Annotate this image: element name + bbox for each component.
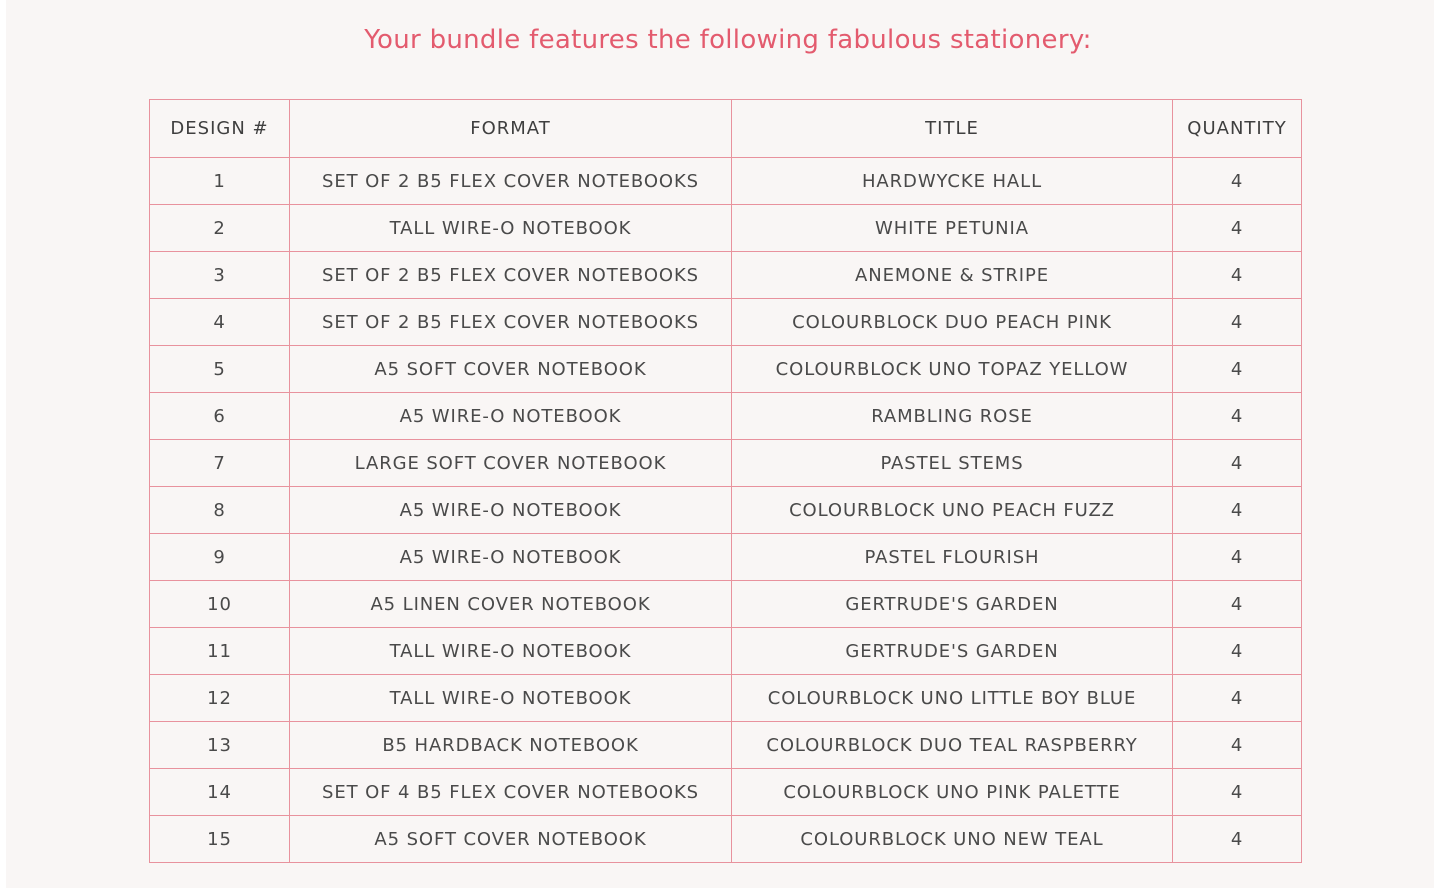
table-row: [150, 816, 1302, 863]
table-row: [150, 534, 1302, 581]
cell-quantity: 4: [1173, 816, 1302, 863]
cell-title: COLOURBLOCK UNO PEACH FUZZ: [732, 487, 1173, 534]
cell-design-number: 3: [150, 252, 290, 299]
header-format: FORMAT: [290, 100, 732, 158]
table-row: [150, 487, 1302, 534]
cell-format: SET OF 2 B5 FLEX COVER NOTEBOOKS: [290, 158, 732, 205]
cell-format: A5 SOFT COVER NOTEBOOK: [290, 816, 732, 863]
cell-design-number: 4: [150, 299, 290, 346]
cell-quantity: 4: [1173, 299, 1302, 346]
table-row: [150, 346, 1302, 393]
cell-quantity: 4: [1173, 628, 1302, 675]
cell-design-number: 13: [150, 722, 290, 769]
header-design-number: DESIGN #: [150, 100, 290, 158]
cell-design-number: 12: [150, 675, 290, 722]
cell-format: SET OF 2 B5 FLEX COVER NOTEBOOKS: [290, 299, 732, 346]
cell-quantity: 4: [1173, 722, 1302, 769]
table-row: [150, 675, 1302, 722]
cell-design-number: 6: [150, 393, 290, 440]
cell-format: A5 LINEN COVER NOTEBOOK: [290, 581, 732, 628]
cell-design-number: 8: [150, 487, 290, 534]
cell-quantity: 4: [1173, 205, 1302, 252]
cell-design-number: 10: [150, 581, 290, 628]
cell-format: SET OF 2 B5 FLEX COVER NOTEBOOKS: [290, 252, 732, 299]
table-row: [150, 299, 1302, 346]
cell-design-number: 2: [150, 205, 290, 252]
table-body: [150, 158, 1302, 863]
cell-design-number: 5: [150, 346, 290, 393]
cell-title: PASTEL FLOURISH: [732, 534, 1173, 581]
cell-format: B5 HARDBACK NOTEBOOK: [290, 722, 732, 769]
cell-title: COLOURBLOCK UNO LITTLE BOY BLUE: [732, 675, 1173, 722]
cell-format: TALL WIRE-O NOTEBOOK: [290, 628, 732, 675]
cell-design-number: 1: [150, 158, 290, 205]
cell-title: HARDWYCKE HALL: [732, 158, 1173, 205]
cell-quantity: 4: [1173, 393, 1302, 440]
cell-title: COLOURBLOCK UNO TOPAZ YELLOW: [732, 346, 1173, 393]
table-header-row: [150, 100, 1302, 158]
table-row: [150, 158, 1302, 205]
cell-title: PASTEL STEMS: [732, 440, 1173, 487]
cell-title: GERTRUDE'S GARDEN: [732, 628, 1173, 675]
table-row: [150, 205, 1302, 252]
cell-format: SET OF 4 B5 FLEX COVER NOTEBOOKS: [290, 769, 732, 816]
cell-quantity: 4: [1173, 769, 1302, 816]
table-row: [150, 769, 1302, 816]
cell-format: A5 WIRE-O NOTEBOOK: [290, 534, 732, 581]
header-quantity: QUANTITY: [1173, 100, 1302, 158]
cell-format: TALL WIRE-O NOTEBOOK: [290, 675, 732, 722]
cell-title: ANEMONE & STRIPE: [732, 252, 1173, 299]
cell-format: A5 SOFT COVER NOTEBOOK: [290, 346, 732, 393]
table-row: [150, 722, 1302, 769]
cell-quantity: 4: [1173, 158, 1302, 205]
cell-quantity: 4: [1173, 581, 1302, 628]
cell-quantity: 4: [1173, 487, 1302, 534]
cell-design-number: 15: [150, 816, 290, 863]
cell-title: RAMBLING ROSE: [732, 393, 1173, 440]
cell-format: LARGE SOFT COVER NOTEBOOK: [290, 440, 732, 487]
cell-quantity: 4: [1173, 534, 1302, 581]
cell-design-number: 14: [150, 769, 290, 816]
cell-quantity: 4: [1173, 346, 1302, 393]
cell-format: TALL WIRE-O NOTEBOOK: [290, 205, 732, 252]
cell-design-number: 11: [150, 628, 290, 675]
stationery-table: [149, 99, 1302, 863]
cell-design-number: 7: [150, 440, 290, 487]
cell-quantity: 4: [1173, 675, 1302, 722]
table-row: [150, 252, 1302, 299]
cell-design-number: 9: [150, 534, 290, 581]
page-panel: [6, 0, 1434, 888]
cell-title: COLOURBLOCK DUO TEAL RASPBERRY: [732, 722, 1173, 769]
cell-title: COLOURBLOCK UNO NEW TEAL: [732, 816, 1173, 863]
cell-title: COLOURBLOCK UNO PINK PALETTE: [732, 769, 1173, 816]
header-title: TITLE: [732, 100, 1173, 158]
table-row: [150, 628, 1302, 675]
cell-title: WHITE PETUNIA: [732, 205, 1173, 252]
cell-format: A5 WIRE-O NOTEBOOK: [290, 393, 732, 440]
cell-title: GERTRUDE'S GARDEN: [732, 581, 1173, 628]
cell-quantity: 4: [1173, 440, 1302, 487]
cell-title: COLOURBLOCK DUO PEACH PINK: [732, 299, 1173, 346]
table-row: [150, 440, 1302, 487]
cell-format: A5 WIRE-O NOTEBOOK: [290, 487, 732, 534]
cell-quantity: 4: [1173, 252, 1302, 299]
table-row: [150, 581, 1302, 628]
bundle-heading: Your bundle features the following fabulous stationery:: [364, 25, 1092, 55]
table-row: [150, 393, 1302, 440]
